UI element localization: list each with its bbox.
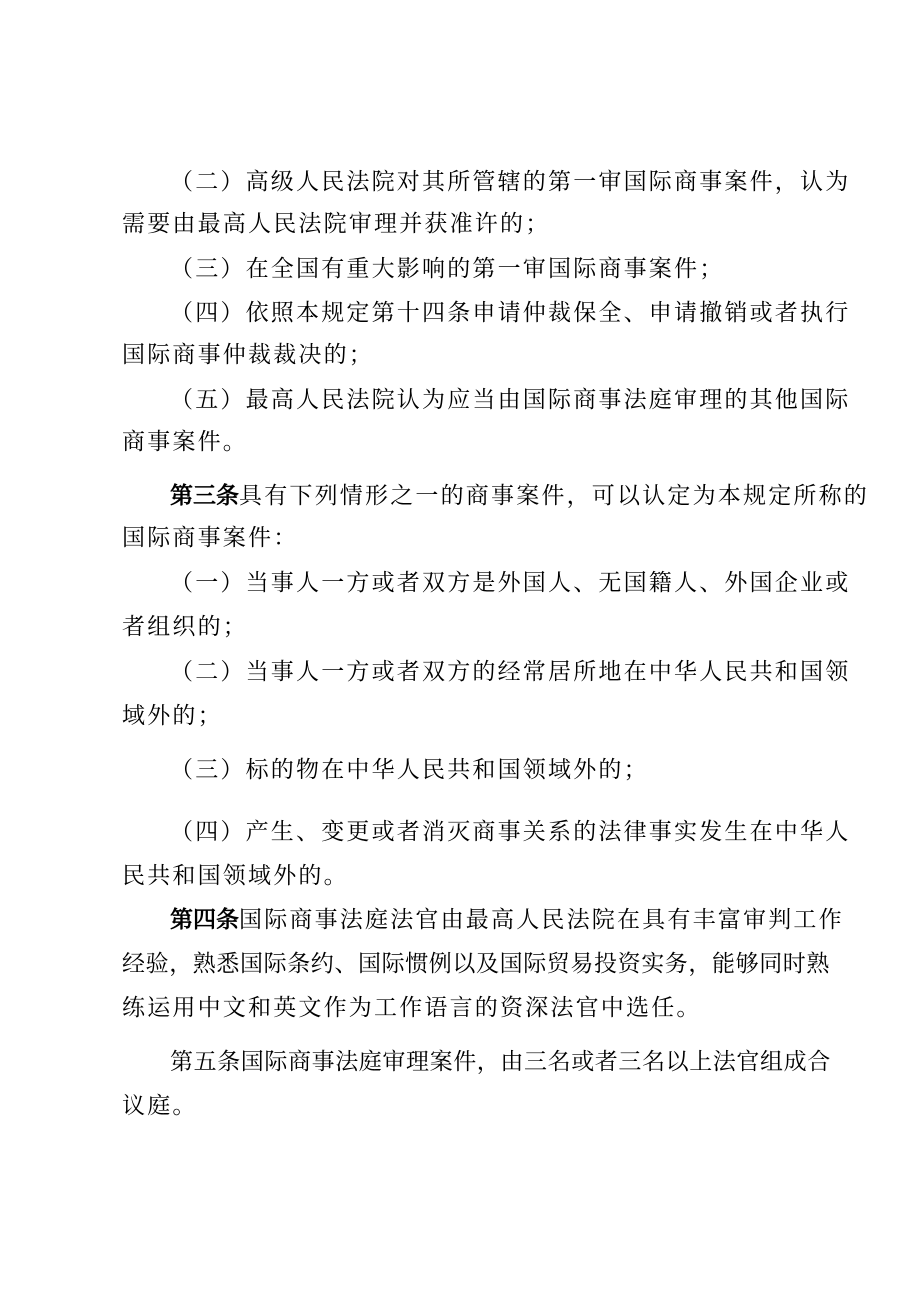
article-3-line-1 (170, 481, 869, 511)
article-5-line-1: 第五条国际商事法庭审理案件，由三名或者三名以上法官组成合 (170, 1049, 831, 1075)
article-5-line-2: 议庭。 (122, 1093, 198, 1119)
article-4-line-3: 练运用中文和英文作为工作语言的资深法官中选任。 (122, 995, 702, 1021)
paragraph-item-2-line-1: （二）高级人民法院对其所管辖的第一审国际商事案件，认为 (170, 169, 851, 195)
article-3-item-4-line-1: （四）产生、变更或者消灭商事关系的法律事实发生在中华人 (170, 819, 851, 845)
article-4-label: 第四条 (170, 907, 239, 933)
paragraph-item-4-line-2: 国际商事仲裁裁决的； (122, 342, 374, 368)
article-3-item-4-line-2: 民共和国领域外的。 (122, 863, 349, 889)
article-3-item-2-line-1: （二）当事人一方或者双方的经常居所地在中华人民共和国领 (170, 659, 851, 685)
article-3-text-1: 具有下列情形之一的商事案件，可以认定为本规定所称的 (239, 483, 869, 509)
article-4-line-2: 经验，熟悉国际条约、国际惯例以及国际贸易投资实务，能够同时熟 (122, 951, 830, 977)
article-3-item-1-line-2: 者组织的； (122, 614, 248, 640)
article-3-label: 第三条 (170, 483, 239, 509)
article-3-item-2-line-2: 域外的； (122, 703, 223, 729)
paragraph-item-4-line-1: （四）依照本规定第十四条申请仲裁保全、申请撤销或者执行 (170, 300, 851, 326)
paragraph-item-2-line-2: 需要由最高人民法院审理并获准许的； (122, 211, 551, 237)
paragraph-item-5-line-1: （五）最高人民法院认为应当由国际商事法庭审理的其他国际 (170, 387, 851, 413)
article-3-item-3-line-1: （三）标的物在中华人民共和国领域外的； (170, 757, 649, 783)
article-4-line-1 (170, 905, 860, 935)
article-4-text-1: 国际商事法庭法官由最高人民法院在具有丰富审判工作 (239, 907, 844, 933)
paragraph-item-5-line-2: 商事案件。 (122, 429, 248, 455)
paragraph-item-3-line-1: （三）在全国有重大影响的第一审国际商事案件； (170, 256, 725, 282)
article-3-item-1-line-1: （一）当事人一方或者双方是外国人、无国籍人、外国企业或 (170, 570, 851, 596)
article-3-line-2: 国际商事案件： (122, 525, 299, 551)
